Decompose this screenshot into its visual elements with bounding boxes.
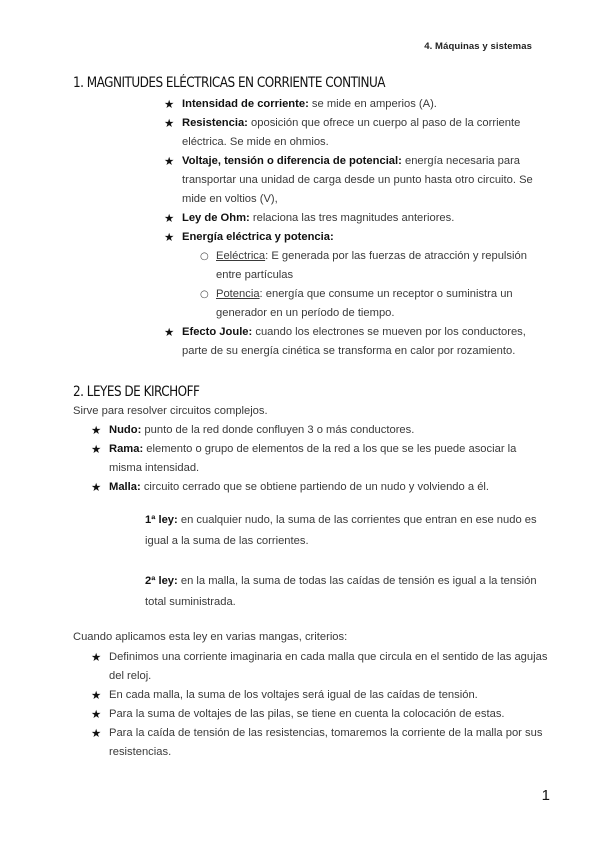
- star-icon: ★: [164, 116, 175, 130]
- section-2-title: 2. LEYES DE KIRCHOFF: [73, 384, 200, 400]
- item-text: oposición que ofrece un cuerpo al paso de la corriente eléctrica. Se mide en ohmios.: [182, 117, 521, 148]
- star-icon: ★: [91, 707, 102, 721]
- star-icon: ★: [164, 154, 175, 168]
- item-text: Definimos una corriente imaginaria en cada malla que circula en el sentido de las agujas del reloj.: [109, 651, 548, 682]
- page-number: 1: [541, 787, 550, 804]
- law-2-text: en la malla, la suma de todas las caídas de tensión es igual a la tensión total suministrada.: [145, 575, 537, 608]
- item-term: Voltaje, tensión o diferencia de potencial:: [182, 155, 402, 167]
- item-text: Para la caída de tensión de las resistencias, tomaremos la corriente de la malla por sus resistencias.: [109, 727, 543, 758]
- circle-bullet-icon: ○: [200, 251, 209, 262]
- law-1: [145, 510, 549, 552]
- item-text: energía necesaria para transportar una unidad de carga desde un punto hasta otro circuito. Se mide en voltios (V),: [182, 155, 533, 205]
- section-2-list: [91, 421, 549, 497]
- list-item: [164, 228, 550, 323]
- item-term: Energía eléctrica y potencia:: [182, 231, 334, 243]
- law-2-term: 2ª ley:: [145, 575, 178, 587]
- star-icon: ★: [91, 480, 102, 494]
- star-icon: ★: [91, 688, 102, 702]
- list-item: [91, 421, 549, 440]
- item-text: relaciona las tres magnitudes anteriores.: [249, 212, 455, 224]
- list-item: [91, 724, 549, 762]
- list-item: [164, 323, 550, 361]
- list-item: [91, 705, 549, 724]
- chapter-header: 4. Máquinas y sistemas: [424, 41, 532, 52]
- item-term: Intensidad de corriente:: [182, 98, 309, 110]
- sub-item-text: : E generada por las fuerzas de atracción y repulsión entre partículas: [216, 250, 527, 281]
- list-item: [164, 209, 550, 228]
- sub-item-term: Potencia: [216, 288, 260, 300]
- sub-item-text: : energía que consume un receptor o suministra un generador en un período de tiempo.: [216, 288, 513, 319]
- star-icon: ★: [164, 325, 175, 339]
- star-icon: ★: [164, 230, 175, 244]
- sub-list: [200, 247, 550, 323]
- section-1-list: [164, 95, 550, 361]
- star-icon: ★: [91, 442, 102, 456]
- item-term: Efecto Joule:: [182, 326, 253, 338]
- item-text: cuando los electrones se mueven por los conductores, parte de su energía cinética se transforma en calor por rozamiento.: [182, 326, 526, 357]
- list-item: [164, 114, 550, 152]
- law-2: [145, 571, 549, 613]
- item-term: Ley de Ohm:: [182, 212, 250, 224]
- criteria-list: [91, 648, 549, 762]
- law-1-text: en cualquier nudo, la suma de las corrientes que entran en ese nudo es igual a la suma de las corrientes.: [145, 514, 537, 547]
- list-item: [91, 478, 549, 497]
- list-item: [91, 686, 549, 705]
- item-text: Para la suma de voltajes de las pilas, se tiene en cuenta la colocación de estas.: [109, 708, 505, 720]
- list-item: [164, 95, 550, 114]
- item-text: se mide en amperios (A).: [308, 98, 437, 110]
- list-item: [91, 440, 549, 478]
- star-icon: ★: [164, 97, 175, 111]
- star-icon: ★: [91, 423, 102, 437]
- sub-list-item: [200, 285, 550, 323]
- criteria-intro: Cuando aplicamos esta ley en varias mangas, criterios:: [73, 631, 348, 643]
- item-term: Rama:: [109, 443, 144, 455]
- star-icon: ★: [164, 211, 175, 225]
- item-term: Nudo:: [109, 424, 142, 436]
- item-text: En cada malla, la suma de los voltajes será igual de las caídas de tensión.: [109, 689, 478, 701]
- item-term: Malla:: [109, 481, 141, 493]
- sub-item-term: Eeléctrica: [216, 250, 266, 262]
- section-1-title: 1. MAGNITUDES ELÉCTRICAS EN CORRIENTE CONTINUA: [73, 75, 385, 91]
- law-1-term: 1ª ley:: [145, 514, 178, 526]
- list-item: [91, 648, 549, 686]
- list-item: [164, 152, 550, 209]
- sub-list-item: [200, 247, 550, 285]
- item-text: punto de la red donde confluyen 3 o más conductores.: [141, 424, 415, 436]
- circle-bullet-icon: ○: [200, 289, 209, 300]
- item-term: Resistencia:: [182, 117, 248, 129]
- star-icon: ★: [91, 650, 102, 664]
- star-icon: ★: [91, 726, 102, 740]
- item-text: elemento o grupo de elementos de la red a los que se les puede asociar la misma intensidad.: [109, 443, 517, 474]
- item-text: circuito cerrado que se obtiene partiendo de un nudo y volviendo a él.: [140, 481, 490, 493]
- section-2-intro: Sirve para resolver circuitos complejos.: [73, 405, 268, 417]
